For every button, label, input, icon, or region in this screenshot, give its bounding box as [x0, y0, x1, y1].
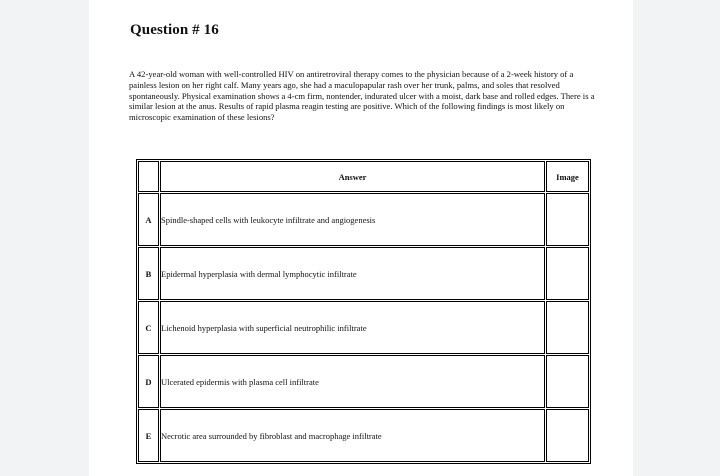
option-row-a[interactable]: [138, 193, 589, 246]
option-letter: E: [138, 409, 159, 462]
option-letter: B: [138, 247, 159, 300]
option-image-cell: [546, 409, 589, 462]
document-page: [89, 0, 633, 476]
option-text[interactable]: Lichenoid hyperplasia with superficial neutrophilic infiltrate: [160, 301, 545, 354]
option-text[interactable]: Epidermal hyperplasia with dermal lymphocytic infiltrate: [160, 247, 545, 300]
option-letter: C: [138, 301, 159, 354]
question-stem: A 42-year-old woman with well-controlled HIV on antiretroviral therapy comes to the physician because of a 2-week history of a painless lesion on her right calf. Many years ago, she had a maculopapular rash over her trunk, palms, and soles that resolved spontaneously. Physical examination shows a 4-cm firm, nontender, indurated ulcer with a moist, dark base and rolled edges. There is a similar lesion at the anus. Results of rapid plasma reagin testing are positive. Which of the following findings is most likely on microscopic examination of these lesions?: [129, 69, 595, 123]
image-column-header: Image: [546, 161, 589, 192]
option-row-e[interactable]: [138, 409, 589, 462]
option-text[interactable]: Necrotic area surrounded by fibroblast and macrophage infiltrate: [160, 409, 545, 462]
option-text[interactable]: Spindle-shaped cells with leukocyte infiltrate and angiogenesis: [160, 193, 545, 246]
option-letter: D: [138, 355, 159, 408]
option-letter: A: [138, 193, 159, 246]
answer-column-header: Answer: [160, 161, 545, 192]
option-row-c[interactable]: [138, 301, 589, 354]
option-text[interactable]: Ulcerated epidermis with plasma cell infiltrate: [160, 355, 545, 408]
option-image-cell: [546, 247, 589, 300]
letter-header-cell: [138, 161, 159, 192]
table-header-row: [138, 161, 589, 192]
option-image-cell: [546, 301, 589, 354]
option-row-d[interactable]: [138, 355, 589, 408]
option-image-cell: [546, 355, 589, 408]
answer-table: [136, 159, 591, 464]
question-title: Question # 16: [130, 22, 219, 38]
option-row-b[interactable]: [138, 247, 589, 300]
option-image-cell: [546, 193, 589, 246]
